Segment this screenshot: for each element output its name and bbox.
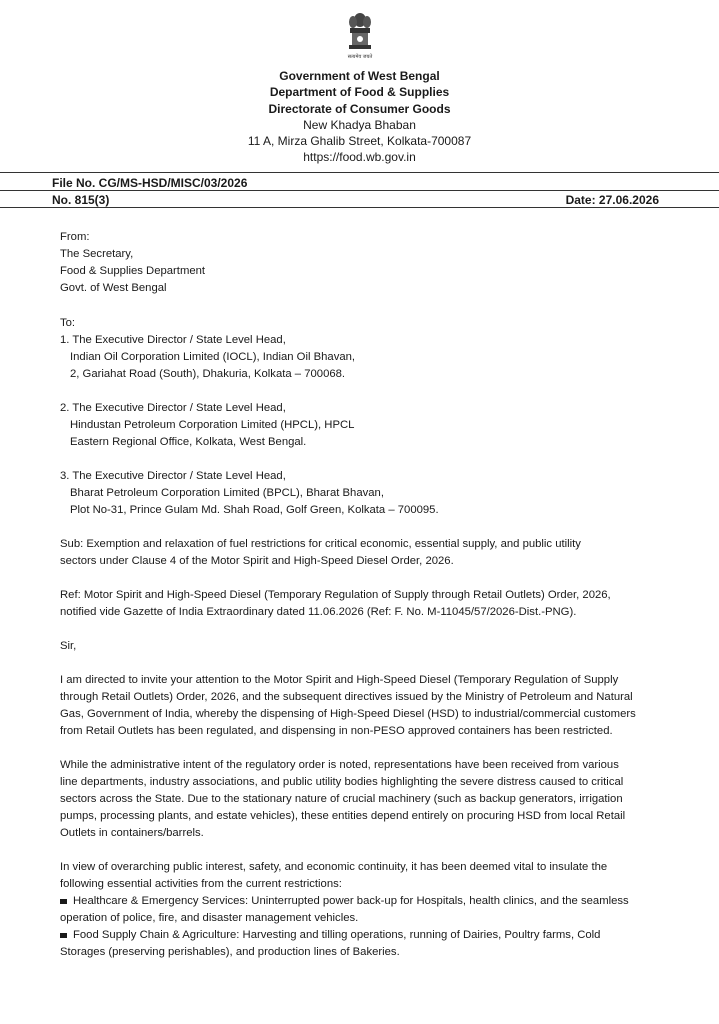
paragraph-3: In view of overarching public interest, safety, and economic continuity, it has been deemed vital to insulate the following essential activities from the current restrictions: <box>60 861 608 890</box>
letter-date: Date: 27.06.2026 <box>565 193 659 207</box>
subject: Sub: Exemption and relaxation of fuel restrictions for critical economic, essential supply, and public utility sectors under Clause 4 of the Motor Spirit and High-Speed Diesel Order, 2026. <box>60 538 581 567</box>
from-label: From: <box>60 231 90 243</box>
address: 11 A, Mirza Ghalib Street, Kolkata-700087 <box>247 134 472 149</box>
government-name: Government of West Bengal <box>279 69 440 83</box>
recipient-line: Eastern Regional Office, Kolkata, West Bengal. <box>70 436 307 448</box>
bullet-icon <box>60 933 67 938</box>
recipient-2 <box>60 400 354 451</box>
from-block <box>60 229 205 297</box>
website: https://food.wb.gov.in <box>303 150 416 165</box>
building-name: New Khadya Bhaban <box>303 117 416 132</box>
recipient-line: 2, Gariahat Road (South), Dhakuria, Kolkata – 700068. <box>70 368 346 380</box>
recipient-line: Plot No-31, Prince Gulam Md. Shah Road, Golf Green, Kolkata – 700095. <box>70 504 439 516</box>
department-name: Department of Food & Supplies <box>269 85 450 100</box>
divider-top <box>0 172 719 173</box>
salutation: Sir, <box>60 640 77 652</box>
from-line: The Secretary, <box>60 248 134 260</box>
divider-bottom <box>0 207 719 208</box>
bullet-icon <box>60 899 67 904</box>
recipient-line: Hindustan Petroleum Corporation Limited (HPCL), HPCL <box>70 419 355 431</box>
to-label: To: <box>60 317 76 329</box>
recipient-title: 2. The Executive Director / State Level Head, <box>60 402 286 414</box>
paragraph-2: While the administrative intent of the regulatory order is noted, representations have been received from various line departments, industry associations, and public utility bodies highlighting the severe distress caused to critical sectors across the State. Due to the stationary nature of crucial machinery (such as backup generators, irrigation pumps, processing plants, and estate vehicles), these entities depend entirely on procuring HSD from local Retail Outlets in containers/barrels. <box>60 759 626 839</box>
recipient-title: 1. The Executive Director / State Level Head, <box>60 334 286 346</box>
state-emblem-icon <box>343 10 377 62</box>
from-line: Food & Supplies Department <box>60 265 206 277</box>
reference-line: Ref: Motor Spirit and High-Speed Diesel (Temporary Regulation of Supply through Retail Outlets) Order, 2026, notified vide Gazette of India Extraordinary dated 11.06.2026 (Ref: F. No. M-11045/57/2026-Dist.-PNG). <box>60 589 611 618</box>
bullet-item: Healthcare & Emergency Services: Uninterrupted power back-up for Hospitals, health clinics, and the seamless operation of police, fire, and disaster management vehicles. <box>60 895 629 924</box>
paragraph-1: I am directed to invite your attention to the Motor Spirit and High-Speed Diesel (Temporary Regulation of Supply through Retail Outlets) Order, 2026, and the subsequent directives issued by the Ministry of Petroleum and Natural Gas, Government of India, whereby the dispensing of High-Speed Diesel (HSD) to industrial/commercial customers from Retail Outlets has been regulated, and dispensing in non-PESO approved containers has been restricted. <box>60 674 636 737</box>
letterhead <box>0 68 719 166</box>
directorate-name: Directorate of Consumer Goods <box>268 101 451 116</box>
recipient-title: 3. The Executive Director / State Level Head, <box>60 470 286 482</box>
divider-middle <box>0 190 719 191</box>
emblem-caption: सत्यमेव जयते <box>347 54 373 60</box>
to-block <box>60 315 355 383</box>
from-line: Govt. of West Bengal <box>60 282 167 294</box>
bullet-item: Food Supply Chain & Agriculture: Harvesting and tilling operations, running of Dairies, Poultry farms, Cold Storages (preserving perishables), and production lines of Bakeries. <box>60 929 601 958</box>
recipient-line: Indian Oil Corporation Limited (IOCL), Indian Oil Bhavan, <box>70 351 356 363</box>
file-number: File No. CG/MS-HSD/MISC/03/2026 <box>52 176 248 190</box>
recipient-line: Bharat Petroleum Corporation Limited (BPCL), Bharat Bhavan, <box>70 487 384 499</box>
recipient-3 <box>60 468 439 519</box>
memo-number: No. 815(3) <box>52 193 110 207</box>
